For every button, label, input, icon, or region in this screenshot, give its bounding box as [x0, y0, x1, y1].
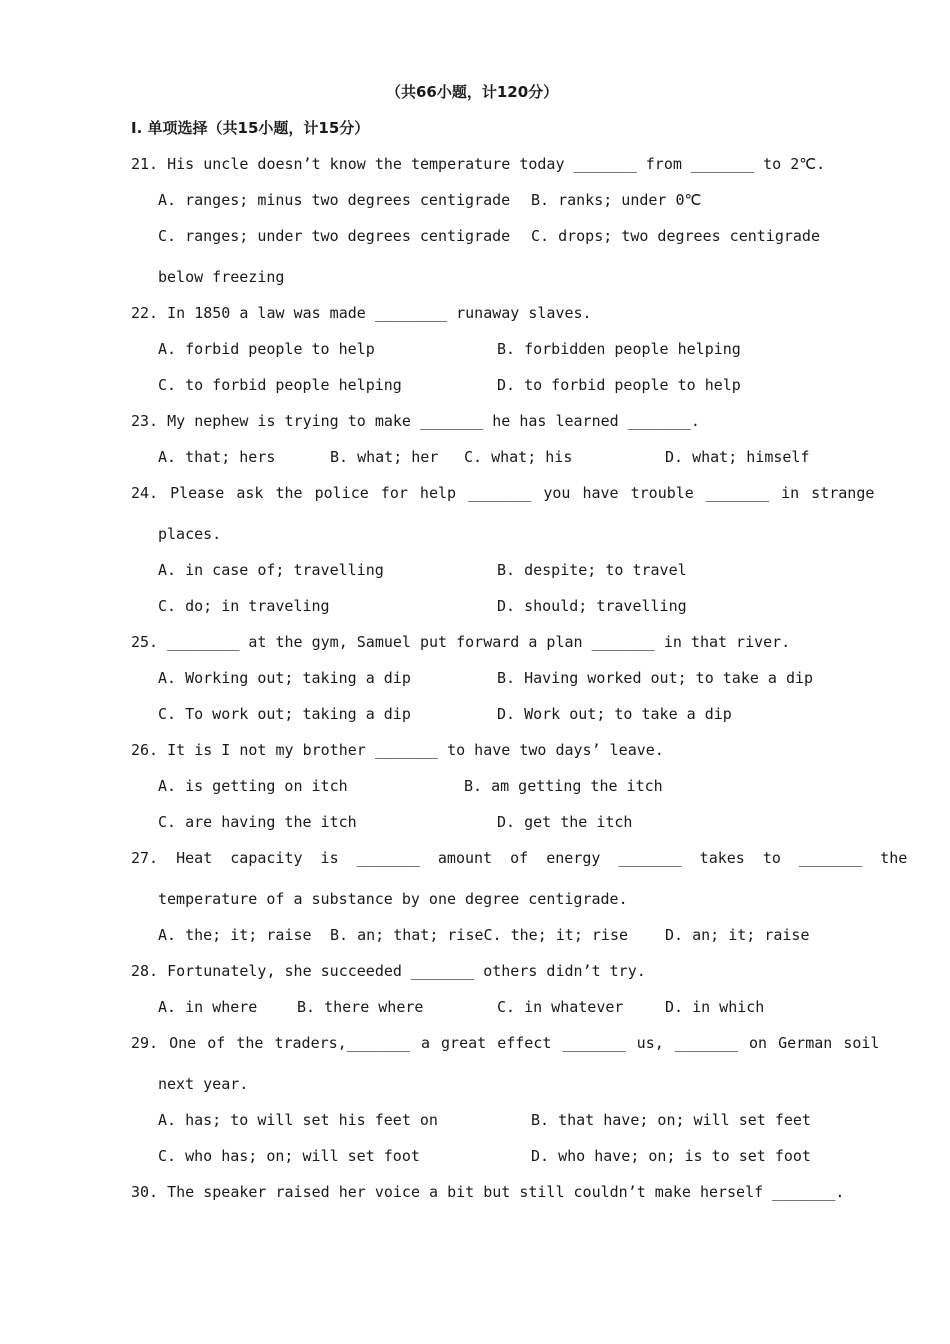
option-27-d: D. an; it; raise	[665, 926, 810, 944]
question-26: 26. It is I not my brother _______ to have two days’ leave.	[131, 741, 664, 759]
question-27-continued: temperature of a substance by one degree centigrade.	[158, 890, 628, 908]
option-21-d: C. drops; two degrees centigrade	[531, 227, 820, 245]
option-27-a: A. the; it; raise	[158, 926, 312, 944]
option-26-b: B. am getting the itch	[464, 777, 663, 795]
option-27-b: B. an; that; riseC. the; it; rise	[330, 926, 629, 944]
option-22-b: B. forbidden people helping	[497, 340, 741, 358]
question-27: 27. Heat capacity is _______ amount of energy _______ takes to _______ the	[131, 849, 908, 867]
question-24-continued: places.	[158, 525, 222, 543]
option-23-d: D. what; himself	[665, 448, 810, 466]
question-29-continued: next year.	[158, 1075, 249, 1093]
option-29-b: B. that have; on; will set feet	[531, 1111, 811, 1129]
option-25-b: B. Having worked out; to take a dip	[497, 669, 814, 687]
option-28-c: C. in whatever	[497, 998, 624, 1016]
option-28-b: B. there where	[297, 998, 424, 1016]
option-24-b: B. despite; to travel	[497, 561, 687, 579]
question-23: 23. My nephew is trying to make _______ he has learned _______.	[131, 412, 700, 430]
exam-header: （共66小题，计120分）	[386, 83, 559, 101]
option-26-d: D. get the itch	[497, 813, 633, 831]
option-22-a: A. forbid people to help	[158, 340, 375, 358]
question-25: 25. ________ at the gym, Samuel put forward a plan _______ in that river.	[131, 633, 791, 651]
option-25-a: A. Working out; taking a dip	[158, 669, 411, 687]
question-30: 30. The speaker raised her voice a bit but still couldn’t make herself _______.	[131, 1183, 845, 1201]
option-25-d: D. Work out; to take a dip	[497, 705, 732, 723]
question-21: 21. His uncle doesn’t know the temperature today _______ from _______ to 2℃.	[131, 155, 826, 173]
option-21-b: B. ranks; under 0℃	[531, 191, 702, 209]
question-22: 22. In 1850 a law was made ________ runaway slaves.	[131, 304, 592, 322]
option-26-a: A. is getting on itch	[158, 777, 348, 795]
option-23-a: A. that; hers	[158, 448, 276, 466]
option-26-c: C. are having the itch	[158, 813, 357, 831]
option-25-c: C. To work out; taking a dip	[158, 705, 411, 723]
option-23-b: B. what; her	[330, 448, 439, 466]
option-23-c: C. what; his	[464, 448, 573, 466]
option-22-c: C. to forbid people helping	[158, 376, 402, 394]
option-21-a: A. ranges; minus two degrees centigrade	[158, 191, 511, 209]
question-24: 24. Please ask the police for help _______ you have trouble _______ in strange	[131, 484, 875, 502]
option-22-d: D. to forbid people to help	[497, 376, 741, 394]
question-28: 28. Fortunately, she succeeded _______ others didn’t try.	[131, 962, 646, 980]
option-24-d: D. should; travelling	[497, 597, 687, 615]
option-24-a: A. in case of; travelling	[158, 561, 384, 579]
option-29-d: D. who have; on; is to set foot	[531, 1147, 811, 1165]
option-21-d-continued: below freezing	[158, 268, 285, 286]
question-29: 29. One of the traders,_______ a great effect _______ us, _______ on German soil	[131, 1034, 880, 1052]
option-28-d: D. in which	[665, 998, 765, 1016]
option-24-c: C. do; in traveling	[158, 597, 330, 615]
option-21-c: C. ranges; under two degrees centigrade	[158, 227, 511, 245]
option-29-a: A. has; to will set his feet on	[158, 1111, 438, 1129]
option-28-a: A. in where	[158, 998, 258, 1016]
section-title: Ⅰ. 单项选择（共15小题，计15分）	[131, 119, 370, 137]
option-29-c: C. who has; on; will set foot	[158, 1147, 420, 1165]
